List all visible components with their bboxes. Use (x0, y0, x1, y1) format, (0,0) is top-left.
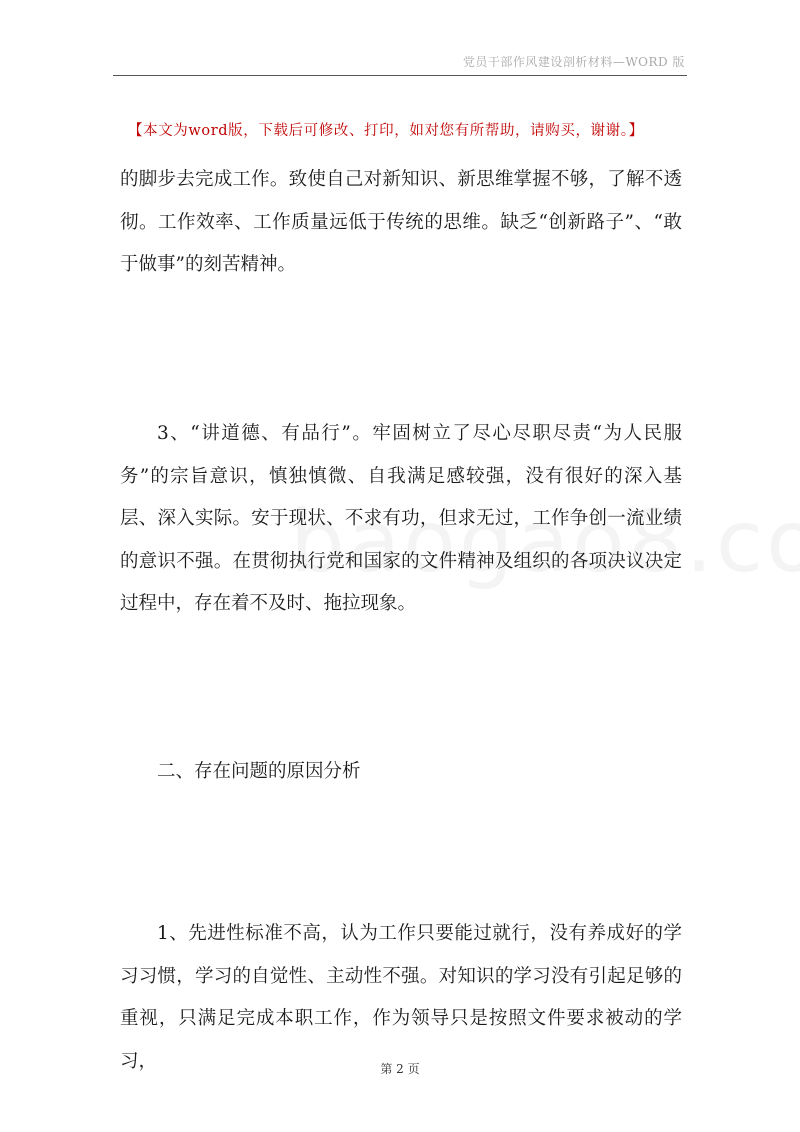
document-header-title: 党员干部作风建设剖析材料—WORD 版 (462, 55, 685, 69)
header-divider (113, 75, 687, 76)
download-notice: 【本文为word版，下载后可修改、打印，如对您有所帮助，请购买，谢谢。】 (128, 123, 644, 139)
section-heading-cause-analysis: 二、存在问题的原因分析 (157, 761, 361, 782)
body-paragraph-item-3: 3、“讲道德、有品行”。牢固树立了尽心尽职尽责“为人民服务”的宗旨意识，慎独慎微、自我满足感较强，没有很好的深入基层、深入实际。安于现状、不求有功，但求无过，工作争创一流业绩的意识不强。在贯彻执行党和国家的文件精神及组织的各项决议决定过程中，存在着不及时、拖拉现象。 (120, 423, 682, 614)
body-paragraph-continuation: 的脚步去完成工作。致使自己对新知识、新思维掌握不够，了解不透彻。工作效率、工作质量远低于传统的思维。缺乏“创新路子”、“敢于做事”的刻苦精神。 (120, 169, 682, 275)
body-paragraph-item-1: 1、先进性标准不高，认为工作只要能过就行，没有养成好的学习习惯，学习的自觉性、主动性不强。对知识的学习没有引起足够的重视，只满足完成本职工作，作为领导只是按照文件要求被动的学习， (120, 923, 682, 1072)
page-number: 第 2 页 (380, 1062, 420, 1076)
